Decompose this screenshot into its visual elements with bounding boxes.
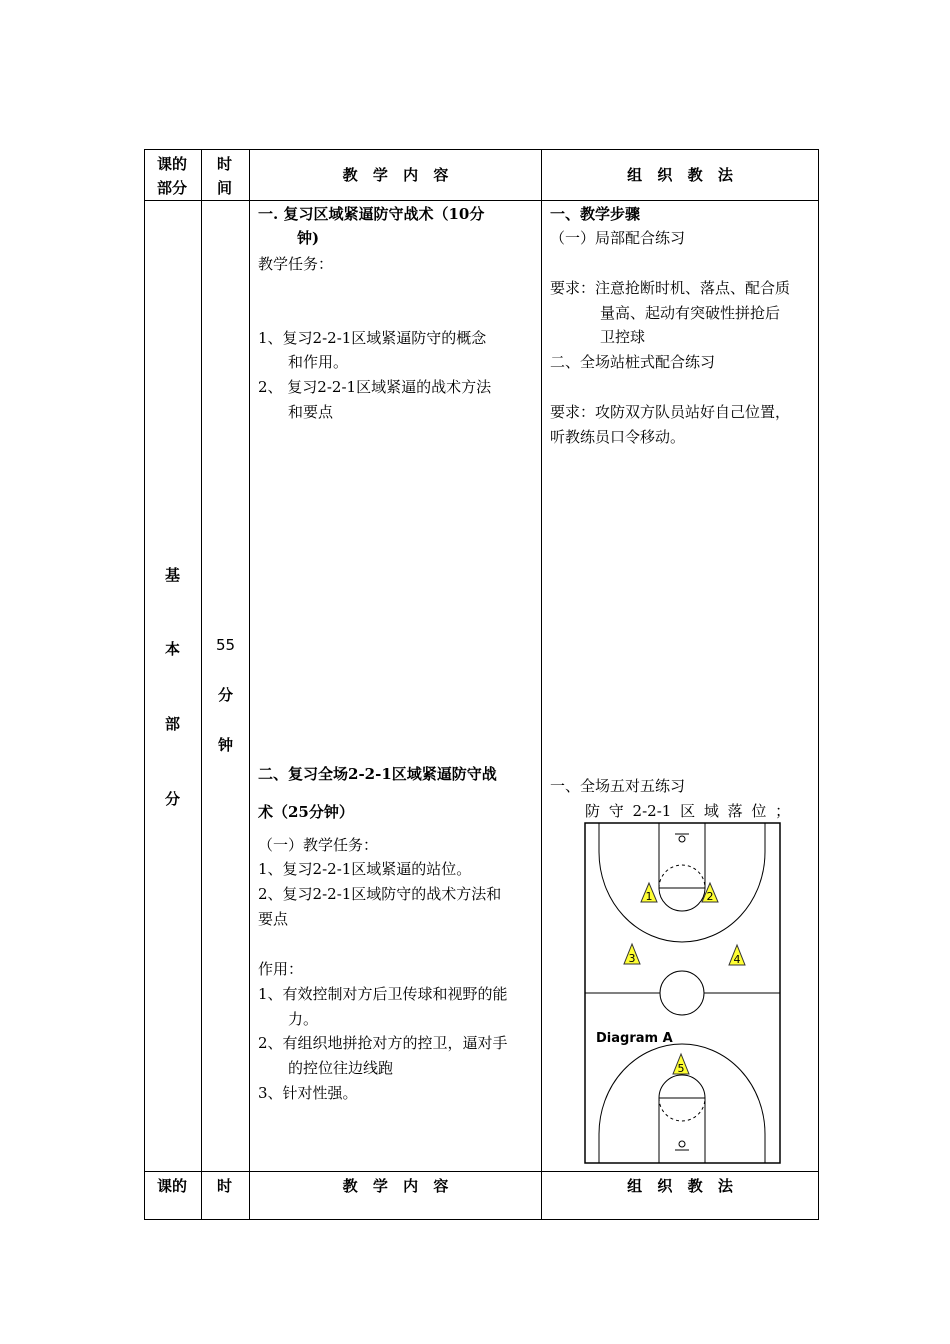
s2-task-2-line2: 要点 [258,910,289,928]
header-part-line2: 部分 [157,179,188,197]
center-circle [660,971,704,1015]
m3-title: 一、全场五对五练习 [550,777,686,795]
s1-item-1-line2: 和作用。 [288,353,349,371]
footer-time: 时 [217,1177,233,1195]
s2-role-2-line2: 的控位往边线跑 [288,1059,394,1077]
m2-req-line1: 要求：攻防双方队员站好自己位置， [550,403,791,421]
player-5-label: 5 [677,1062,685,1075]
section-part-char-1: 基 [165,566,181,584]
m1-sub: （一）局部配合练习 [550,229,686,247]
s1-item-2-line2: 和要点 [288,403,334,421]
m3-sub: 防 守 2-2-1 区 域 落 位 ； [585,802,791,820]
player-3-label: 3 [628,952,636,965]
player-4-label: 4 [733,953,741,966]
table-col-divider-1 [201,149,202,1220]
s1-title-line1: 一. 复习区域紧逼防守战术（10分 [258,205,485,223]
s1-task-label: 教学任务： [258,255,334,273]
s2-role-2-line1: 2、有组织地拼抢对方的控卫，逼对手 [258,1034,508,1052]
s1-title-line2: 钟) [297,229,320,247]
table-footer-divider [144,1171,819,1172]
header-method: 组 织 教 法 [627,166,733,184]
s2-task-2-line1: 2、复习2-2-1区域防守的战术方法和 [258,885,502,903]
m1-req-line2: 量高、起动有突破性拼抢后 [600,304,781,322]
court-diagram [584,822,782,1165]
m2-req-line2: 听教练员口令移动。 [550,428,686,446]
m2-title: 二、全场站桩式配合练习 [550,353,716,371]
footer-content: 教 学 内 容 [342,1177,449,1195]
table-border-top [144,149,819,150]
section-part-char-3: 部 [165,715,181,733]
section-time-value: 55 [216,636,236,654]
s2-role-label: 作用： [258,960,304,978]
m1-title: 一、教学步骤 [550,205,641,223]
section-part-char-4: 分 [165,790,181,808]
s1-item-1-line1: 1、复习2-2-1区域紧逼防守的概念 [258,329,487,347]
s1-item-2-line1: 2、 复习2-2-1区域紧逼的战术方法 [258,378,492,396]
s2-role-1-line2: 力。 [288,1010,319,1028]
section-part-char-2: 本 [165,640,181,658]
table-border-left [144,149,145,1220]
player-1-label: 1 [645,890,653,903]
section-time-unit-2: 钟 [218,736,234,754]
table-col-divider-3 [541,149,542,1220]
table-border-right [818,149,819,1220]
header-content: 教 学 内 容 [342,166,449,184]
s2-task-1: 1、复习2-2-1区域紧逼的站位。 [258,860,472,878]
header-time-line2: 间 [217,179,233,197]
m1-req-line3: 卫控球 [600,328,646,346]
player-2-label: 2 [706,890,714,903]
header-time-line1: 时 [217,155,233,173]
s2-title-line1: 二、复习全场2-2-1区域紧逼防守战 [258,765,497,783]
s2-task-label: （一）教学任务： [258,836,379,854]
footer-method: 组 织 教 法 [627,1177,733,1195]
table-header-divider [144,200,819,201]
table-border-bottom [144,1219,819,1220]
s2-title-line2: 术（25分钟） [258,803,354,821]
section-time-unit-1: 分 [218,686,234,704]
table-col-divider-2 [249,149,250,1220]
header-part-line1: 课的 [157,155,188,173]
m1-req-line1: 要求：注意抢断时机、落点、配合质 [550,279,791,297]
s2-role-1-line1: 1、有效控制对方后卫传球和视野的能 [258,985,508,1003]
diagram-label: Diagram A [596,1031,673,1046]
footer-part: 课的 [157,1177,188,1195]
s2-role-3: 3、针对性强。 [258,1084,358,1102]
